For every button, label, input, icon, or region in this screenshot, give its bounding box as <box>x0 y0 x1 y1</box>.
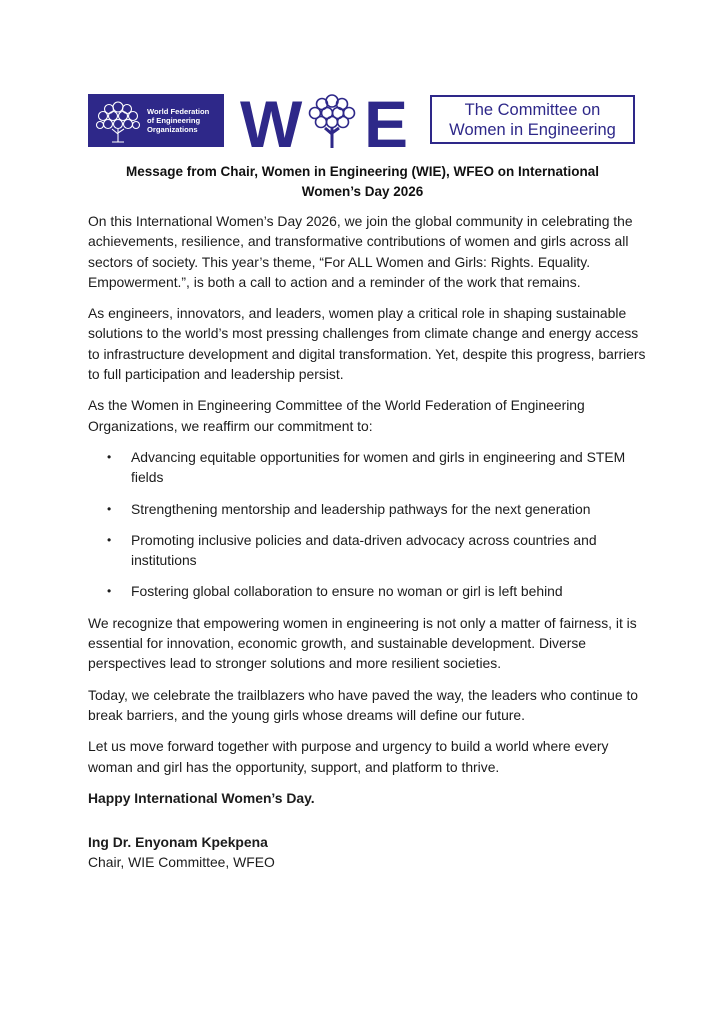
message-body <box>88 211 648 873</box>
committee-logo-line1: The Committee on <box>464 100 601 119</box>
wfeo-logo-line: World Federation <box>147 107 210 116</box>
signatory-role: Chair, WIE Committee, WFEO <box>88 854 275 871</box>
list-item: • Advancing equitable opportunities for women and girls in engineering and STEM fields <box>131 447 648 488</box>
committee-logo-line2: Women in Engineering <box>449 120 616 139</box>
tree-icon <box>310 95 355 148</box>
greeting: Happy International Women’s Day. <box>88 789 315 806</box>
paragraph: Today, we celebrate the trailblazers who have paved the way, the leaders who continue to break barriers, and the young girls whose dreams will define our future. <box>88 686 639 723</box>
message-title <box>90 162 635 202</box>
message-title-line2: Women’s Day 2026 <box>301 184 424 199</box>
paragraph: Let us move forward together with purpose and urgency to build a world where every woman and girl has the opportunity, support, and platform to thrive. <box>88 738 609 775</box>
message-title-line1: Message from Chair, Women in Engineering (WIE), WFEO on International <box>125 164 600 179</box>
wie-logo <box>240 92 416 150</box>
list-item: • Fostering global collaboration to ensure no woman or girl is left behind <box>131 581 648 601</box>
wfeo-logo-line: Organizations <box>147 125 198 134</box>
signature-block <box>88 832 648 873</box>
letterhead <box>88 92 640 150</box>
wfeo-logo-line: of Engineering <box>147 116 201 125</box>
paragraph: As engineers, innovators, and leaders, women play a critical role in shaping sustainable solutions to the world’s most pressing challenges from climate change and energy access to infrastructure development and digital transformation. Yet, despite this progress, barriers to full participation and leadership persist. <box>88 305 646 383</box>
wie-logo-letter-e: E <box>364 92 409 150</box>
wfeo-logo <box>88 94 224 147</box>
wfeo-logo-text <box>147 107 209 134</box>
list-item: • Promoting inclusive policies and data-driven advocacy across countries and institutions <box>131 530 648 571</box>
paragraph: On this International Women’s Day 2026, we join the global community in celebrating the achievements, resilience, and transformative contributions of women and girls across all sectors of society. This year’s theme, “For ALL Women and Girls: Rights. Equality. Empowerment.”, is both a call to action and a reminder of the work that remains. <box>88 213 633 290</box>
wie-logo-letter-w: W <box>240 92 303 150</box>
tree-icon <box>93 98 143 144</box>
signatory-name: Ing Dr. Enyonam Kpekpena <box>88 834 268 851</box>
paragraph: We recognize that empowering women in engineering is not only a matter of fairness, it is essential for innovation, economic growth, and sustainable development. Diverse perspectives lead to stronger solutions and more resilient societies. <box>88 614 637 672</box>
paragraph: As the Women in Engineering Committee of the World Federation of Engineering Organizations, we reaffirm our commitment to: <box>88 397 585 434</box>
commitments-list <box>88 447 648 602</box>
committee-logo <box>430 95 635 144</box>
list-item: • Strengthening mentorship and leadership pathways for the next generation <box>131 499 648 519</box>
